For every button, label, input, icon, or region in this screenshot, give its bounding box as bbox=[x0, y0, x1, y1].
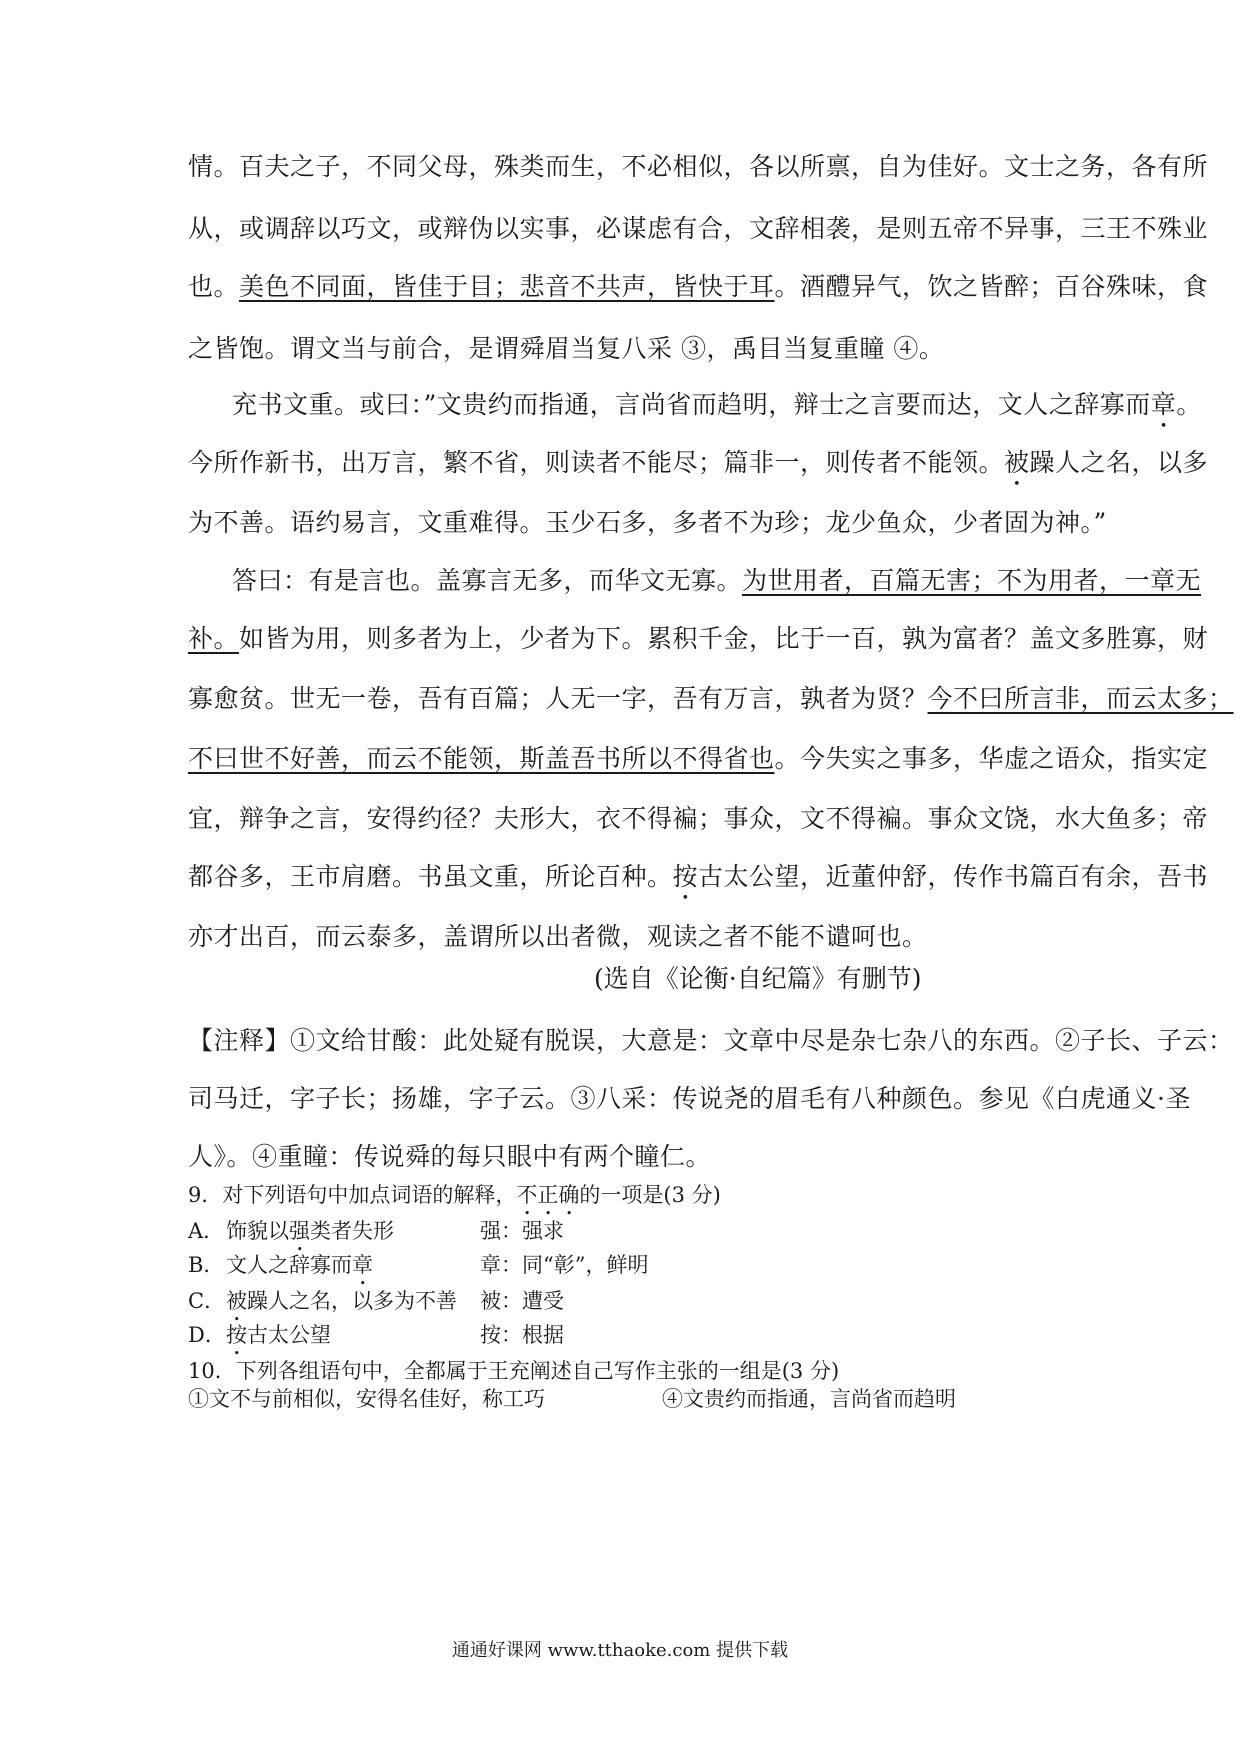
underlined-text: 美色不同面，皆佳于目；悲音不共声，皆快于耳 bbox=[239, 272, 775, 301]
option-explanation: 被：遭受 bbox=[480, 1289, 564, 1313]
dotted-word: 按 bbox=[226, 1323, 247, 1347]
passage-text: 都谷多，王市肩磨。书虽文重，所论百种。 bbox=[188, 862, 673, 891]
option-explanation: 章：同“彰”，鲜明 bbox=[480, 1253, 649, 1277]
passage-line bbox=[188, 682, 1234, 716]
option-label: B． bbox=[188, 1253, 225, 1277]
passage-line bbox=[188, 270, 1209, 304]
passage-line: 从，或调辞以巧文，或辩伪以实事，必谋虑有合，文辞相袭，是则五帝不异事，三王不殊业 bbox=[188, 214, 1209, 243]
passage-line: 为不善。语约易言，文重难得。玉少石多，多者不为珍；龙少鱼众，少者固为神。” bbox=[188, 508, 1107, 537]
passage-text: 充书文重。或曰：”文贵约而指通，言尚省而趋明，辩士之言要而达，文人之辞寡而 bbox=[232, 390, 1151, 419]
underlined-text: 今不曰所言非，而云太多； bbox=[927, 684, 1234, 713]
passage-text: 也。 bbox=[188, 272, 240, 301]
question-10-item-4: ④文贵约而指通，言尚省而趋明 bbox=[662, 1387, 956, 1411]
passage-text: 躁人之名，以多 bbox=[1029, 448, 1209, 477]
source-citation: (选自《论衡·自纪篇》有删节) bbox=[594, 964, 922, 993]
note-line: 司马迁，字子长；扬雄，字子云。③八采：传说尧的眉毛有八种颜色。参见《白虎通义·圣 bbox=[188, 1084, 1191, 1113]
passage-text: 古太公望，近董仲舒，传作书篇百有余，吾书 bbox=[698, 862, 1209, 891]
passage-line: 宜，辩争之言，安得约径？夫形大，衣不得褊；事众，文不得褊。事众文饶，水大鱼多；帝 bbox=[188, 804, 1209, 833]
question-9-stem: 9．对下列语句中加点词语的解释，不正确的一项是(3 分) bbox=[188, 1183, 721, 1207]
passage-line bbox=[232, 388, 1202, 434]
option-text: 类者失形 bbox=[310, 1219, 394, 1243]
footer: 通通好课网 www.tthaoke.com 提供下载 bbox=[451, 1640, 789, 1661]
option-text: 躁人之名，以多为不善 bbox=[247, 1289, 457, 1313]
note-line: 【注释】①文给甘酸：此处疑有脱误，大意是：文章中尽是杂七杂八的东西。②子长、子云： bbox=[188, 1026, 1234, 1055]
dotted-word: 按 bbox=[672, 862, 699, 891]
question-10-item-1: ①文不与前相似，安得名佳好，称工巧 bbox=[188, 1387, 545, 1411]
underlined-text: 不曰世不好善，而云不能领，斯盖吾书所以不得省也 bbox=[188, 744, 775, 773]
option-text: 文人之辞寡而 bbox=[226, 1253, 352, 1277]
passage-line: 亦才出百，而云泰多，盖谓所以出者微，观读之者不能不谴呵也。 bbox=[188, 922, 928, 951]
passage-text: 寡愈贫。世无一卷，吾有百篇；人无一字，吾有万言，孰者为贤？ bbox=[188, 684, 928, 713]
dotted-word: 强 bbox=[289, 1219, 310, 1243]
underlined-text: 补。 bbox=[188, 624, 240, 653]
passage-line bbox=[188, 742, 1209, 776]
passage-line: 之皆饱。谓文当与前合，是谓舜眉当复八采 ③，禹目当复重瞳 ④。 bbox=[188, 334, 945, 363]
option-sentence bbox=[226, 1320, 331, 1360]
option-label: A． bbox=[188, 1219, 225, 1243]
option-sentence bbox=[226, 1250, 373, 1290]
question-10-stem: 10．下列各组语句中，全都属于王充阐述自己写作主张的一组是(3 分) bbox=[188, 1359, 840, 1383]
passage-line: 情。百夫之子，不同父母，殊类而生，不必相似，各以所禀，自为佳好。文士之务，各有所 bbox=[188, 152, 1209, 181]
dotted-word: 章 bbox=[352, 1253, 373, 1277]
option-label: C． bbox=[188, 1289, 226, 1313]
passage-line bbox=[188, 860, 1209, 906]
option-explanation: 按：根据 bbox=[480, 1323, 564, 1347]
passage-text: 答曰：有是言也。盖寡言无多，而华文无寡。 bbox=[232, 566, 743, 595]
passage-line bbox=[188, 622, 1209, 656]
dotted-word: 被 bbox=[1004, 448, 1030, 477]
passage-line bbox=[232, 564, 1202, 598]
passage-text: 。 bbox=[1176, 390, 1202, 419]
dotted-word: 章 bbox=[1150, 390, 1177, 419]
option-text: 饰貌以 bbox=[226, 1219, 289, 1243]
passage-text: 。今失实之事多，华虚之语众，指实定 bbox=[774, 744, 1209, 773]
passage-line bbox=[188, 446, 1209, 492]
passage-text: 。酒醴异气，饮之皆醉；百谷殊味，食 bbox=[774, 272, 1209, 301]
option-text: 古太公望 bbox=[247, 1323, 331, 1347]
option-explanation: 强：强求 bbox=[480, 1219, 564, 1243]
passage-text: 如皆为用，则多者为上，少者为下。累积千金，比于一百，孰为富者？盖文多胜寡，财 bbox=[239, 624, 1209, 653]
passage-text: 今所作新书，出万言，繁不省，则读者不能尽；篇非一，则传者不能领。 bbox=[188, 448, 1005, 477]
option-label: D． bbox=[188, 1323, 226, 1347]
underlined-text: 为世用者，百篇无害；不为用者，一章无 bbox=[742, 566, 1202, 595]
dotted-word: 被 bbox=[226, 1289, 247, 1313]
note-line: 人》。④重瞳：传说舜的每只眼中有两个瞳仁。 bbox=[188, 1142, 712, 1171]
